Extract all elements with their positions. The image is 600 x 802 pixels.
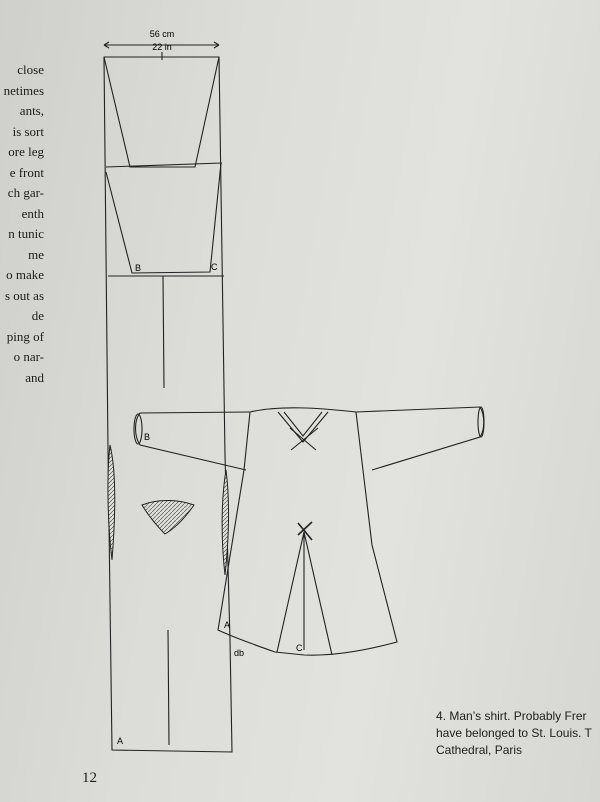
body-text-line: and [25, 369, 44, 385]
marker-c-top: C [211, 262, 218, 272]
body-text-line: ch gar- [7, 185, 44, 200]
marker-c-hem: C [296, 643, 303, 653]
tunic-body [218, 408, 397, 655]
body-text-line: de [31, 308, 44, 323]
middle-gore [106, 163, 221, 273]
body-text-line: o make [6, 267, 44, 282]
page-number: 12 [82, 770, 97, 786]
neck-slit [163, 276, 164, 388]
body-text-line: e front [9, 164, 44, 180]
body-text-line: ore leg [8, 144, 44, 159]
triangle-gusset [142, 500, 194, 534]
body-text-line: close [17, 62, 44, 77]
body-text-line: ping of [6, 328, 44, 344]
marker-b-sleeve: B [144, 432, 151, 442]
top-gore [104, 57, 219, 167]
neckline [278, 412, 328, 442]
body-text-line: o nar- [13, 349, 44, 364]
right-sleeve [356, 407, 484, 470]
body-text-line: n tunic [8, 226, 44, 241]
body-text-line: netimes [3, 82, 44, 98]
dimension-cm: 56 cm [149, 29, 175, 39]
marker-a-bottom: A [117, 736, 124, 746]
body-text-line: ants, [19, 103, 44, 118]
caption-line-3: Cathedral, Paris [436, 743, 523, 757]
body-text-line: me [28, 246, 44, 262]
body-text-line: is sort [12, 123, 44, 139]
marker-b-top: B [135, 263, 142, 273]
marker-db: db [234, 648, 245, 658]
caption-line-1: 4. Man’s shirt. Probably Frer [436, 709, 587, 723]
dimension-in: 22 in [152, 42, 172, 52]
body-text-line: s out as [5, 287, 44, 303]
left-sleeve [136, 412, 251, 470]
caption-line-2: have belonged to St. Louis. T [436, 726, 592, 740]
bottom-slit [168, 630, 169, 745]
body-text-line: enth [21, 205, 44, 221]
figure-caption [436, 708, 592, 759]
marker-a-hem: A [224, 620, 231, 630]
